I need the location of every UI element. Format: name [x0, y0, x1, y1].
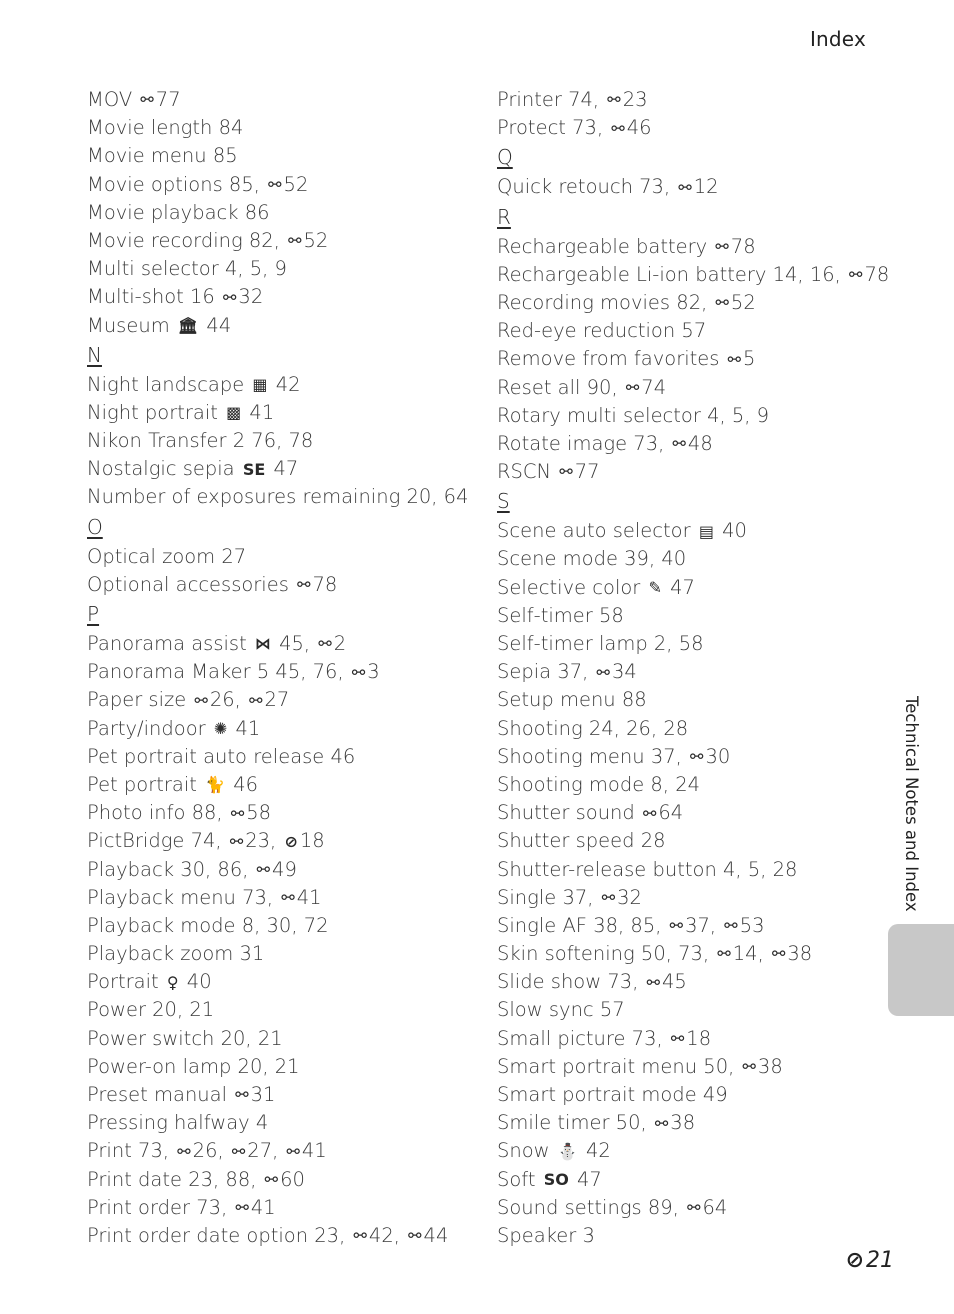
index-entry-text: 38: [787, 942, 813, 966]
index-entry: [87, 856, 477, 884]
index-entry-text: Quick retouch 73,: [497, 175, 677, 199]
side-tab-label: Technical Notes and Index: [902, 696, 921, 912]
index-entry: [87, 571, 477, 599]
index-entry: [87, 940, 477, 968]
index-entry-text: 78: [730, 234, 756, 258]
index-entry-text: Playback 30, 86,: [87, 857, 255, 881]
index-entry-text: 58: [246, 801, 272, 825]
index-entry-text: Slide show 73,: [497, 970, 645, 994]
ref-icon: ⚯: [607, 90, 621, 110]
soft-icon: SO: [543, 1169, 569, 1189]
ref-icon: ⚯: [646, 972, 660, 992]
ref-icon: ⚯: [264, 1169, 279, 1189]
index-entry-text: 45,: [272, 632, 317, 655]
index-entry-text: Recording movies 82,: [497, 290, 714, 314]
index-entry-text: 74: [641, 375, 667, 399]
index-entry-text: Smile timer 50,: [497, 1111, 653, 1135]
party-icon: ✺: [213, 718, 228, 738]
index-entry-text: 26,: [209, 688, 248, 712]
index-entry: [87, 686, 477, 714]
ref-icon: ⚯: [140, 90, 154, 110]
index-entry-text: 38: [757, 1054, 783, 1078]
ref-icon: ⚯: [642, 803, 657, 823]
index-entry-text: 42: [269, 372, 301, 396]
index-entry: [87, 255, 477, 283]
museum-icon: 🏛: [177, 315, 199, 335]
index-entry-text: Small picture 73,: [497, 1026, 669, 1050]
index-entry-text: Shutter sound: [497, 801, 641, 825]
index-entry-text: Number of exposures remaining 20, 64: [87, 485, 469, 509]
side-tab[interactable]: [888, 924, 954, 1016]
index-entry: [497, 1053, 897, 1081]
index-entry: [497, 602, 897, 630]
index-entry-text: Movie menu 85: [87, 144, 238, 168]
index-entry-text: Remove from favorites: [497, 347, 726, 371]
index-entry-text: Rechargeable Li-ion battery 14, 16,: [497, 262, 848, 286]
index-entry: [497, 261, 897, 289]
index-entry: [87, 371, 477, 399]
index-entry: [497, 574, 897, 602]
index-entry-text: 23: [622, 88, 648, 111]
index-entry: [497, 827, 897, 855]
ref-icon: ⚯: [297, 575, 311, 595]
index-entry-text: 23,: [245, 829, 283, 853]
index-entry-text: Shutter-release button 4, 5, 28: [497, 857, 798, 881]
index-entry-text: 42: [579, 1139, 611, 1163]
index-entry-text: Shooting mode 8, 24: [497, 772, 701, 796]
index-entry-text: 64: [702, 1195, 728, 1219]
index-entry-text: Rotate image 73,: [497, 431, 671, 455]
index-entry-text: RSCN: [497, 460, 558, 484]
index-entry-text: Red-eye reduction 57: [497, 319, 707, 343]
ref-icon: ⚯: [654, 1113, 669, 1133]
selective-color-icon: ✎: [648, 578, 662, 598]
ref-icon: ⚯: [717, 944, 731, 964]
index-entry: [497, 173, 897, 201]
index-entry: [497, 912, 897, 940]
index-entry-text: 38: [670, 1111, 696, 1135]
index-entry-text: 34: [611, 660, 637, 684]
index-entry: [497, 289, 897, 317]
index-entry-text: Single 37,: [497, 885, 600, 909]
ref-icon: ⚯: [351, 662, 366, 682]
index-entry-text: 47: [570, 1167, 602, 1191]
index-entry-text: Nikon Transfer 2 76, 78: [87, 429, 314, 453]
index-entry-text: 47: [663, 575, 695, 599]
ref-icon: ⚯: [230, 803, 245, 823]
ref-icon: ⚯: [625, 377, 640, 397]
index-entry-text: 78: [864, 262, 890, 286]
ref-icon: ⚯: [715, 236, 729, 256]
ref-icon: ⚯: [672, 434, 686, 454]
index-entry-text: 52: [283, 172, 309, 196]
index-entry-text: Panorama Maker 5 45, 76,: [87, 660, 350, 684]
index-entry-text: 41: [243, 400, 275, 424]
index-entry-text: 40: [715, 519, 747, 543]
tech-icon: ⊘: [284, 831, 298, 851]
index-entry-text: Shooting 24, 26, 28: [497, 716, 689, 740]
index-entry-text: 44: [200, 313, 232, 337]
section-letter: [497, 486, 897, 517]
page-number-value: 21: [866, 1248, 894, 1273]
index-entry-text: Power-on lamp 20, 21: [87, 1054, 300, 1078]
index-entry: [497, 345, 897, 373]
index-entry: [497, 430, 897, 458]
index-entry: [87, 827, 477, 855]
index-entry: [87, 114, 477, 142]
index-entry: [497, 940, 897, 968]
index-entry-text: Shutter speed 28: [497, 829, 666, 853]
index-entry: [87, 312, 477, 340]
index-entry-text: Smart portrait menu 50,: [497, 1054, 741, 1078]
index-entry: [497, 715, 897, 743]
ref-icon: ⚯: [223, 287, 237, 307]
index-entry-text: Nostalgic sepia: [87, 457, 241, 481]
ref-icon: ⚯: [177, 1141, 191, 1161]
index-entry: [497, 996, 897, 1024]
night-portrait-icon: ▩: [226, 403, 242, 423]
index-entry-text: 49: [272, 857, 297, 881]
index-entry-text: 12: [693, 175, 719, 199]
index-entry-text: Museum: [87, 313, 176, 337]
ref-icon: ⚯: [611, 118, 625, 138]
index-entry-text: Night portrait: [87, 400, 225, 424]
index-entry-text: 3: [367, 660, 380, 684]
index-entry-text: Printer 74,: [497, 88, 606, 111]
index-entry-text: Paper size: [87, 688, 193, 712]
index-entry: [497, 86, 897, 114]
ref-icon: ⚯: [669, 916, 684, 936]
page-header-title: Index: [809, 27, 866, 51]
pet-icon: 🐈: [205, 775, 226, 795]
index-entry-text: Self-timer 58: [497, 603, 624, 627]
ref-icon: ⚯: [194, 690, 208, 710]
index-entry-text: 53: [739, 913, 765, 937]
index-entry: [87, 427, 477, 455]
index-entry-text: 41: [301, 1139, 327, 1163]
index-entry-text: Night landscape: [87, 372, 251, 396]
index-entry-text: Rotary multi selector 4, 5, 9: [497, 403, 770, 427]
index-entry-text: 78: [312, 572, 338, 596]
index-entry-text: 46: [227, 772, 259, 796]
index-entry: [497, 114, 897, 142]
index-entry-text: Rechargeable battery: [497, 234, 714, 258]
index-entry: [87, 227, 477, 255]
ref-icon: ⚯: [670, 1029, 685, 1049]
index-entry: [497, 686, 897, 714]
index-entry: [497, 884, 897, 912]
index-entry: [497, 968, 897, 996]
index-entry: [87, 658, 477, 686]
index-entry-text: 5: [743, 347, 756, 371]
index-entry: [87, 1109, 477, 1137]
index-entry: [497, 743, 897, 771]
index-entry-text: Movie options 85,: [87, 172, 267, 196]
index-entry: [497, 856, 897, 884]
index-entry: [87, 968, 477, 996]
index-entry: [87, 1222, 477, 1250]
index-entry: [497, 799, 897, 827]
index-entry-text: Soft: [497, 1167, 542, 1191]
section-letter-label: R: [497, 204, 511, 229]
index-entry: [497, 233, 897, 261]
index-entry: [87, 1137, 477, 1165]
index-entry-text: 52: [730, 290, 756, 314]
index-entry-text: 18: [686, 1026, 712, 1050]
ref-icon: ⚯: [678, 177, 692, 197]
index-entry-text: Optional accessories: [87, 572, 296, 596]
index-entry-text: 45: [662, 970, 687, 994]
ref-icon: ⚯: [596, 662, 610, 682]
index-entry: [497, 1025, 897, 1053]
index-entry-text: Reset all 90,: [497, 375, 624, 399]
index-entry: [87, 884, 477, 912]
index-entry-text: Self-timer lamp 2, 58: [497, 632, 704, 655]
section-letter: [87, 340, 477, 371]
ref-icon: ⚯: [281, 888, 295, 908]
index-entry: [87, 543, 477, 571]
section-letter-label: N: [87, 342, 102, 367]
index-entry: [87, 455, 477, 483]
ref-icon: ⚯: [231, 1141, 246, 1161]
index-entry: [497, 317, 897, 345]
index-entry-text: Party/indoor: [87, 716, 212, 740]
index-entry-text: 30: [705, 744, 731, 768]
index-entry-text: 26,: [192, 1139, 230, 1163]
index-entry: [87, 283, 477, 311]
section-letter-label: S: [497, 489, 510, 514]
ref-icon: ⚯: [715, 293, 729, 313]
index-entry-text: 77: [155, 88, 181, 111]
index-entry-text: Sound settings 89,: [497, 1195, 686, 1219]
index-entry-text: Movie recording 82,: [87, 228, 287, 252]
index-entry: [497, 1137, 897, 1165]
index-entry-text: Movie playback 86: [87, 200, 270, 224]
index-entry-text: 40: [180, 970, 212, 994]
panorama-icon: ⋈: [254, 634, 271, 654]
index-entry: [87, 1081, 477, 1109]
index-entry-text: 2: [333, 632, 347, 655]
index-entry: [497, 1222, 897, 1250]
section-letter: [497, 202, 897, 233]
index-entry: [87, 1166, 477, 1194]
index-entry: [87, 771, 477, 799]
index-entry: [87, 483, 477, 511]
index-entry-text: Power switch 20, 21: [87, 1026, 283, 1050]
ref-icon: ⚯: [687, 1198, 701, 1218]
section-letter-label: P: [87, 602, 100, 626]
index-entry-text: Selective color: [497, 575, 647, 599]
index-entry-text: Optical zoom 27: [87, 544, 247, 568]
index-entry: [87, 799, 477, 827]
index-entry-text: Movie length 84: [87, 116, 244, 140]
section-letter-label: O: [87, 514, 103, 539]
section-letter: [497, 142, 897, 173]
index-entry: [87, 199, 477, 227]
index-entry: [87, 171, 477, 199]
index-entry-text: 41: [229, 716, 261, 740]
index-entry-text: 77: [574, 460, 600, 484]
night-landscape-icon: ▦: [252, 375, 268, 395]
index-entry-text: Pet portrait: [87, 772, 204, 796]
index-entry-text: Playback menu 73,: [87, 885, 280, 909]
index-entry-text: Print order date option 23,: [87, 1223, 352, 1247]
index-entry-text: Print date 23, 88,: [87, 1167, 263, 1191]
technical-notes-icon: ⊘: [845, 1248, 864, 1273]
index-entry-text: 27: [264, 688, 290, 712]
index-entry: [87, 142, 477, 170]
page-number: [846, 1248, 894, 1273]
sepia-icon: SE: [242, 459, 266, 479]
index-entry-text: 64: [658, 801, 684, 825]
ref-icon: ⚯: [742, 1057, 756, 1077]
index-entry: [497, 1194, 897, 1222]
index-entry-text: Shooting menu 37,: [497, 744, 689, 768]
index-entry: [87, 1194, 477, 1222]
ref-icon: ⚯: [235, 1085, 249, 1105]
index-entry-text: Single AF 38, 85,: [497, 913, 668, 937]
ref-icon: ⚯: [724, 916, 738, 936]
index-entry-text: Print 73,: [87, 1139, 176, 1163]
ref-icon: ⚯: [601, 888, 616, 908]
index-entry-text: 41: [250, 1195, 276, 1219]
index-entry: [497, 374, 897, 402]
section-letter-label: Q: [497, 145, 513, 170]
index-entry: [497, 1081, 897, 1109]
ref-icon: ⚯: [353, 1226, 367, 1246]
section-letter: [87, 599, 477, 630]
ref-icon: ⚯: [559, 462, 573, 482]
index-entry-text: Photo info 88,: [87, 801, 229, 825]
index-entry-text: Protect 73,: [497, 116, 610, 140]
index-entry-text: MOV: [87, 88, 139, 111]
index-entry-text: 31: [250, 1083, 276, 1106]
ref-icon: ⚯: [771, 944, 786, 964]
ref-icon: ⚯: [408, 1226, 422, 1246]
ref-icon: ⚯: [849, 265, 863, 285]
index-entry: [497, 517, 897, 545]
index-entry: [87, 86, 477, 114]
index-entry-text: Scene auto selector: [497, 519, 697, 543]
scene-auto-icon: ▤: [698, 521, 714, 541]
portrait-icon: ♀: [166, 972, 179, 992]
index-entry-text: Pressing halfway 4: [87, 1111, 269, 1135]
ref-icon: ⚯: [229, 831, 244, 851]
section-letter: [87, 512, 477, 543]
index-entry-text: PictBridge 74,: [87, 829, 228, 853]
ref-icon: ⚯: [288, 231, 302, 251]
ref-icon: ⚯: [318, 634, 332, 654]
index-entry: [497, 458, 897, 486]
index-entry: [87, 743, 477, 771]
index-entry-text: Slow sync 57: [497, 998, 625, 1022]
index-entry: [87, 399, 477, 427]
index-entry-text: Playback zoom 31: [87, 942, 265, 966]
index-entry-text: Scene mode 39, 40: [497, 547, 687, 571]
index-entry: [87, 1053, 477, 1081]
index-entry: [497, 402, 897, 430]
ref-icon: ⚯: [235, 1198, 249, 1218]
ref-icon: ⚯: [256, 859, 271, 879]
index-entry: [87, 630, 477, 658]
index-entry-text: Portrait: [87, 970, 165, 994]
index-entry-text: Pet portrait auto release 46: [87, 744, 356, 768]
index-entry-text: Sepia 37,: [497, 660, 595, 684]
ref-icon: ⚯: [727, 349, 742, 369]
index-entry-text: 60: [280, 1167, 305, 1191]
index-entry: [497, 771, 897, 799]
index-entry-text: 14,: [732, 942, 770, 966]
index-entry-text: 52: [303, 228, 329, 252]
index-entry-text: 46: [626, 116, 652, 140]
ref-icon: ⚯: [690, 747, 704, 767]
index-entry-text: Print order 73,: [87, 1195, 234, 1219]
index-entry: [87, 996, 477, 1024]
index-entry-text: 47: [267, 457, 299, 481]
index-entry-text: Setup menu 88: [497, 688, 647, 712]
index-entry-text: 37,: [685, 913, 723, 937]
index-column-right: [497, 86, 897, 1250]
index-entry: [497, 545, 897, 573]
index-entry-text: Snow: [497, 1139, 556, 1163]
index-entry: [87, 912, 477, 940]
index-entry-text: 42,: [368, 1223, 407, 1247]
index-entry: [497, 658, 897, 686]
index-entry-text: 48: [687, 431, 713, 455]
index-entry-text: Power 20, 21: [87, 998, 215, 1022]
index-entry-text: 44: [423, 1223, 449, 1247]
index-entry: [87, 1025, 477, 1053]
index-entry: [497, 1166, 897, 1194]
index-entry-text: Panorama assist: [87, 632, 253, 655]
index-entry-text: 32: [238, 285, 264, 309]
ref-icon: ⚯: [249, 690, 263, 710]
index-entry-text: Playback mode 8, 30, 72: [87, 913, 329, 937]
index-entry: [497, 630, 897, 658]
index-entry-text: Skin softening 50, 73,: [497, 942, 716, 966]
index-entry-text: Speaker 3: [497, 1223, 595, 1247]
index-entry-text: 18: [299, 829, 325, 853]
index-entry-text: Preset manual: [87, 1083, 234, 1106]
index-entry-text: 41: [296, 885, 322, 909]
index-entry-text: 27,: [247, 1139, 285, 1163]
index-entry: [87, 715, 477, 743]
index-column-left: [87, 86, 477, 1250]
ref-icon: ⚯: [286, 1141, 300, 1161]
index-entry-text: 32: [617, 885, 642, 909]
index-entry-text: Multi-shot 16: [87, 285, 222, 309]
index-entry: [497, 1109, 897, 1137]
index-entry-text: Smart portrait mode 49: [497, 1083, 728, 1106]
ref-icon: ⚯: [268, 174, 282, 194]
index-entry-text: Multi selector 4, 5, 9: [87, 257, 287, 281]
snow-icon: ⛄: [557, 1141, 578, 1161]
